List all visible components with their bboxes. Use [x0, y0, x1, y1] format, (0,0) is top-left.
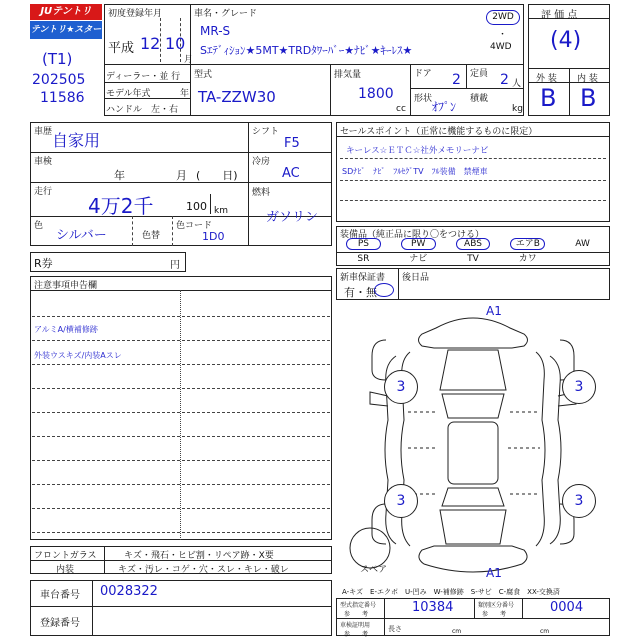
car-name-label: 車名・グレード — [194, 9, 258, 19]
logo-line2: テントリ★スター — [30, 21, 102, 39]
color-swap-label: 色替 — [142, 231, 161, 241]
sales-point-label: セールスポイント（正常に機能するものに限定） — [340, 127, 538, 137]
logo-line1: JUテントリ — [30, 4, 102, 20]
mileage-label: 走行 — [34, 187, 53, 197]
inspection-month: 月 — [176, 169, 187, 182]
designation-sub: 参 考 — [344, 611, 369, 618]
damage-mark-rear-left: 3 — [384, 484, 418, 518]
handle-label: ハンドル 左・右 — [106, 105, 179, 115]
class-code-value: 0004 — [550, 600, 584, 615]
equipment-circle — [401, 238, 436, 250]
rating-score: (4) — [550, 28, 582, 53]
rating-int-label: 内 装 — [577, 74, 598, 84]
spare-label: スペア — [360, 565, 388, 575]
first-reg-year: 12 — [140, 34, 161, 53]
color-code-value: 1D0 — [202, 230, 225, 243]
mileage-unit-small: 100 — [186, 200, 207, 213]
interior-label: 内装 — [56, 565, 75, 575]
equipment-item: ABS — [446, 238, 501, 251]
model-year-label: モデル年式 — [106, 89, 151, 99]
top-info-table — [104, 4, 524, 116]
sales-point-line2: SDﾅﾋﾞ ﾅﾋﾞ ﾌﾙｾｸﾞTV ﾌﾙ装備 禁煙車 — [342, 167, 488, 176]
cert-sub: 参 考 — [344, 631, 369, 638]
cert-height-unit: cm — [540, 628, 550, 635]
inspection-label: 車検 — [34, 157, 53, 167]
warranty-value: 有・無 — [344, 286, 377, 299]
legend: A-キズ E-エクボ U-凹み W-補修跡 S-サビ C-腐食 XX-交換済 — [342, 588, 560, 596]
equipment-label: 装備品（純正品に限り〇をつける） — [340, 230, 485, 240]
doors-label: ドア — [414, 69, 432, 79]
first-reg-month-unit: 月 — [184, 55, 194, 65]
lot-number-1: 202505 — [32, 72, 86, 88]
ac-value: AC — [282, 166, 300, 181]
equipment-item: AW — [575, 239, 590, 249]
capacity-unit: 人 — [512, 79, 522, 89]
capacity-label: 定員 — [470, 69, 489, 79]
drive-2wd: 2WD — [486, 10, 520, 25]
equipment-item: TV — [467, 254, 479, 264]
shape-label: 形状 — [414, 94, 433, 104]
color-label: 色 — [34, 221, 44, 231]
diagram-front-mark: A1 — [486, 304, 502, 318]
color-code-label: 色コード — [176, 221, 213, 231]
displacement-value: 1800 — [358, 86, 394, 102]
car-class-value: 自家用 — [52, 131, 101, 150]
equipment-item: エアB — [500, 238, 555, 251]
equipment-circle — [346, 238, 381, 250]
mileage-unit: km — [214, 206, 228, 216]
model-year-unit: 年 — [180, 89, 190, 99]
class-code-label: 類別区分番号 — [478, 602, 515, 609]
lot-code: (T1) — [42, 50, 73, 68]
rating-label: 評 価 点 — [541, 10, 578, 21]
after-label: 後日品 — [402, 273, 430, 283]
cert-width-unit: cm — [452, 628, 462, 635]
rating-ext-label: 外 装 — [536, 74, 557, 84]
color-value: シルバー — [56, 228, 107, 243]
ac-label: 冷房 — [252, 157, 271, 167]
diagram-rear-mark: A1 — [486, 566, 502, 580]
cert-length: 長さ — [388, 625, 402, 633]
r-tax-unit: 円 — [170, 260, 180, 271]
warranty-label: 新車保証書 — [340, 273, 386, 283]
model-type-label: 型式 — [194, 70, 213, 80]
drive-4wd: 4WD — [490, 42, 512, 52]
equipment-item: PW — [391, 238, 446, 251]
displacement-label: 排気量 — [334, 70, 362, 80]
designation-label: 型式指定番号 — [340, 602, 377, 609]
chassis-label: 車台番号 — [40, 590, 80, 601]
reg-no-label: 登録番号 — [40, 618, 80, 629]
shift-value: F5 — [284, 136, 300, 151]
shape-value: ｵﾌﾟﾝ — [432, 100, 457, 114]
car-diagram — [336, 300, 610, 586]
designation-value: 10384 — [412, 600, 454, 615]
inspection-day: ( 日) — [196, 169, 238, 182]
load-unit: kg — [512, 104, 523, 114]
equipment-item: カワ — [518, 254, 537, 264]
equipment-item: SR — [357, 254, 370, 264]
class-code-sub: 参 考 — [482, 611, 507, 618]
first-reg-label: 初度登録年月 — [108, 9, 163, 19]
car-name: MR-S — [200, 24, 231, 38]
sales-point-line1: キーレス☆ＥＴＣ☆社外メモリーナビ — [346, 146, 489, 156]
mileage-value: 4万2千 — [88, 194, 154, 218]
logo — [30, 4, 102, 44]
dealer-label: ディーラー・並 行 — [106, 72, 181, 82]
notes-line2: 外装ウスキズ/内装Aスレ — [34, 351, 122, 360]
damage-mark-front-right: 3 — [562, 370, 596, 404]
glass-text: キズ・飛石・ヒビ割・リペア跡・X要 — [124, 551, 274, 561]
equipment-circle — [510, 238, 545, 250]
equipment-circle — [456, 238, 491, 250]
doors-value: 2 — [452, 72, 461, 88]
interior-text: キズ・汚レ・コゲ・穴・スレ・キレ・破レ — [118, 565, 289, 575]
load-label: 積載 — [470, 94, 489, 104]
warranty-circle — [374, 283, 394, 297]
chassis-value: 0028322 — [100, 584, 158, 599]
drive-dot: ・ — [498, 30, 508, 40]
model-type-value: TA-ZZW30 — [198, 88, 276, 106]
shift-label: シフト — [252, 127, 280, 137]
capacity-value: 2 — [500, 72, 509, 88]
inspection-year: 年 — [114, 169, 125, 182]
car-grade: Sｴﾃﾞｨｼｮﾝ★5MT★TRDﾀﾜｰﾊﾞｰ★ﾅﾋﾞ★ｷｰﾚｽ★ — [200, 44, 413, 57]
lot-number-2: 11586 — [40, 90, 85, 106]
equipment-item: ナビ — [409, 254, 428, 264]
rating-int-value: B — [580, 84, 597, 112]
cert-label: 車検証明用 — [340, 622, 371, 629]
damage-mark-rear-right: 3 — [562, 484, 596, 518]
first-reg-month: 10 — [165, 34, 186, 53]
damage-mark-front-left: 3 — [384, 370, 418, 404]
equipment-item: PS — [336, 238, 391, 251]
r-tax-box — [30, 252, 186, 272]
glass-label: フロントガラス — [34, 551, 97, 561]
fuel-value: ガソリン — [266, 210, 319, 225]
lot-box — [28, 48, 104, 120]
displacement-unit: cc — [396, 104, 406, 114]
notes-line1: アルミA/横補修跡 — [34, 325, 98, 334]
first-reg-era: 平成 — [108, 41, 135, 56]
rating-ext-value: B — [540, 84, 557, 112]
notes-label: 注意事項申告欄 — [34, 281, 98, 291]
equipment-grid — [336, 238, 610, 266]
fuel-label: 燃料 — [252, 188, 271, 198]
equipment-item — [555, 253, 610, 266]
r-tax-label: R券 — [34, 257, 53, 270]
car-class-label: 車歴 — [34, 127, 53, 137]
